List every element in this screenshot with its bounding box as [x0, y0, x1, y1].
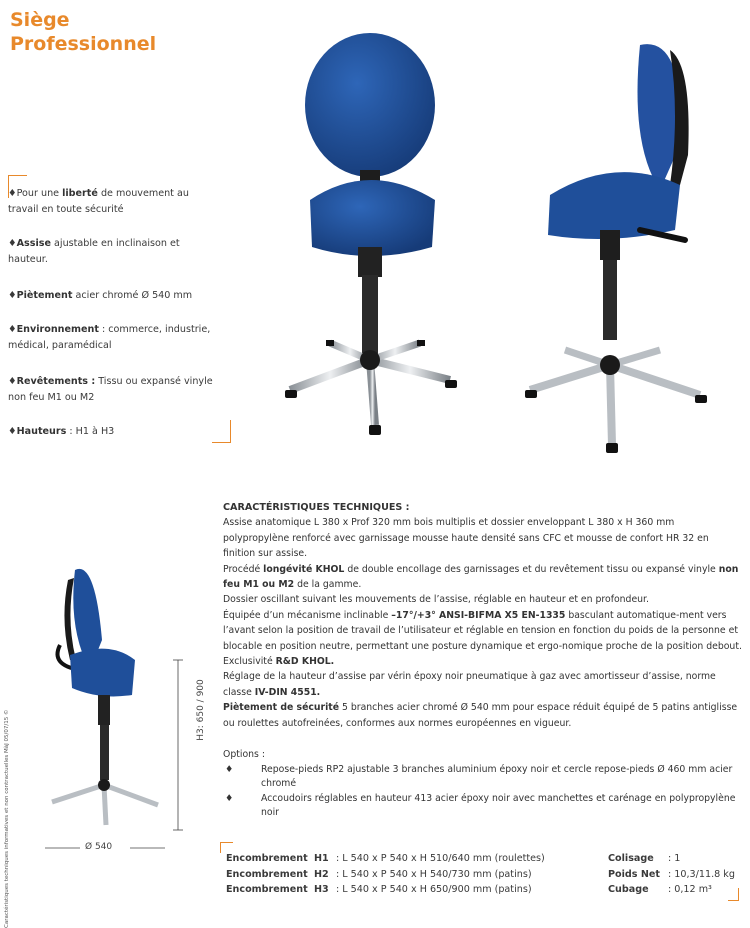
- chair-dimension-image: [40, 560, 190, 850]
- diamond-bullet-icon: ♦: [225, 793, 234, 804]
- feature-item: ♦Pour une liberté de mouvement au travail en toute sécurité: [8, 188, 189, 215]
- options-label: Options :: [223, 749, 265, 760]
- dimension-row: Encombrement H3 : L 540 x P 540 x H 650/900 mm (patins): [226, 884, 532, 895]
- specs-paragraph: Piètement de sécurité 5 branches acier chromé Ø 540 mm pour espace réduit équipé de 5 patins antiglisse ou roulettes autofreinées, conformes aux normes européennes en vigueur.: [223, 702, 738, 729]
- side-disclaimer: Caractéristiques techniques informatives et non contractuelles MàJ 05/07/15 ©: [4, 709, 10, 928]
- title-line-2: Professionnel: [10, 33, 157, 55]
- specs-paragraph: Dossier oscillant suivant les mouvements de l’assise, réglable en hauteur et en profondeur.: [223, 594, 649, 606]
- page-title: [10, 8, 156, 56]
- height-dimension-label: H3: 650 / 900: [195, 679, 206, 741]
- chair-side-image: [520, 25, 730, 455]
- dimension-row: Encombrement H1 : L 540 x P 540 x H 510/640 mm (roulettes): [226, 853, 545, 864]
- corner-bracket: [212, 420, 231, 443]
- technical-specs: [223, 500, 743, 731]
- title-line-1: Siège: [10, 9, 70, 31]
- chair-front-image: [270, 25, 470, 445]
- feature-item: ♦Piètement acier chromé Ø 540 mm: [8, 290, 193, 301]
- packing-row: Poids Net : 10,3/11.8 kg: [608, 868, 735, 880]
- feature-item: ♦Hauteurs : H1 à H3: [8, 426, 115, 437]
- packing-row: Colisage : 1: [608, 853, 681, 864]
- option-item: ♦ Accoudoirs réglables en hauteur 413 acier époxy noir avec manchettes et carénage en polypropylène noir: [225, 793, 736, 818]
- feature-item: ♦Environnement : commerce, industrie, médical, paramédical: [8, 324, 211, 351]
- packing-row: Cubage : 0,12 m³: [608, 884, 712, 895]
- feature-item: ♦Revêtements : Tissu ou expansé vinyle non feu M1 ou M2: [8, 376, 213, 403]
- specs-paragraph: Procédé longévité KHOL de double encollage des garnissages et du revêtement tissu ou expansé vinyle non feu M1 ou M2 de la gamme.: [223, 563, 739, 591]
- specs-paragraph: Réglage de la hauteur d’assise par vérin époxy noir pneumatique à gaz avec amortisseur d’assise, norme classe IV-DIN 4551.: [223, 671, 716, 698]
- feature-item: ♦Assise ajustable en inclinaison et hauteur.: [8, 238, 180, 265]
- specs-heading: CARACTÉRISTIQUES TECHNIQUES :: [223, 502, 410, 513]
- diamond-bullet-icon: ♦: [225, 764, 234, 775]
- option-item: ♦ Repose-pieds RP2 ajustable 3 branches aluminium époxy noir et cercle repose-pieds Ø 460 mm acier chromé: [225, 764, 733, 789]
- options-section: [223, 748, 743, 821]
- specs-paragraph: Assise anatomique L 380 x Prof 320 mm bois multiplis et dossier enveloppant L 380 x H 360 mm polypropylène renforcé avec garnissage mousse haute densité sans CFC et mousse de confort HR 32 en finition sur assise.: [223, 517, 709, 560]
- dimensions-table: [226, 851, 545, 898]
- specs-paragraph: Équipée d’un mécanisme inclinable –17°/+3° ANSI-BIFMA X5 EN-1335 basculant automatique-ment vers l’avant selon la position de travail de l’utilisateur et réglable en tension en fonction du poids de la personne et blocable en position neutre, permettant une posture dynamique et ergo-nomique proche de la position debout. Exclusivité R&D KHOL.: [223, 609, 742, 668]
- width-dimension-label: Ø 540: [85, 842, 113, 852]
- dimension-row: Encombrement H2 : L 540 x P 540 x H 540/730 mm (patins): [226, 868, 532, 880]
- packing-info: [608, 851, 735, 898]
